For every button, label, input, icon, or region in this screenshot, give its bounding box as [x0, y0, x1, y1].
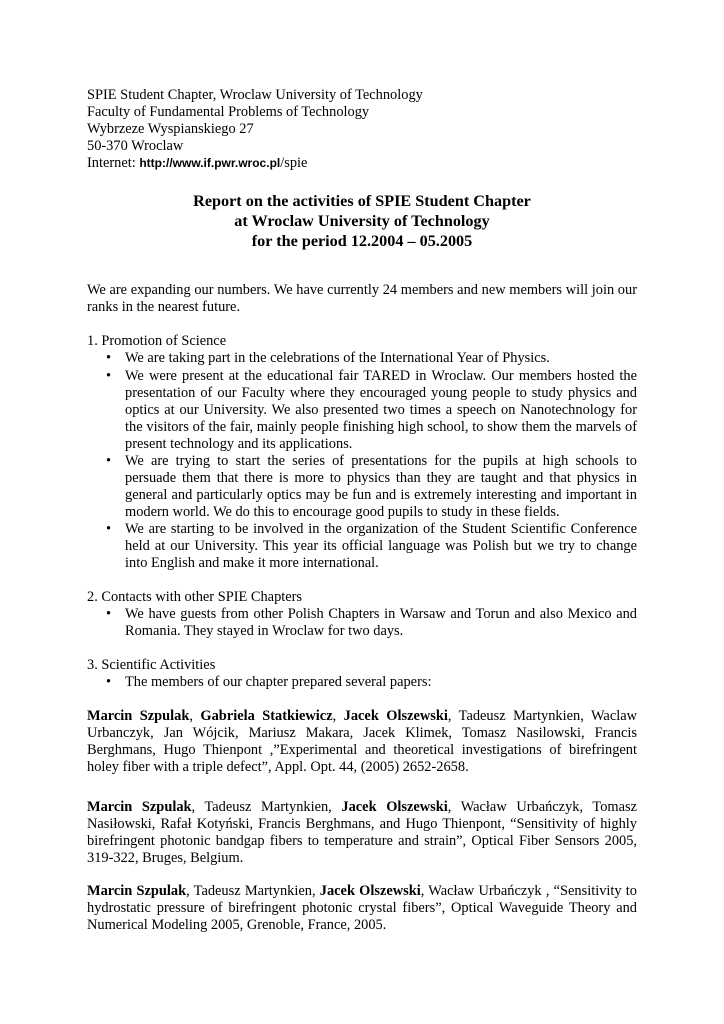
list-item: We were present at the educational fair TARED in Wroclaw. Our members hosted the presentation of our Faculty where they encouraged young people to study physics and optics at our University. We also presented two times a speech on Nanotechnology for the visitors of the fair, mainly people finishing high school, to show them the marvels of present technology and its applications.: [125, 368, 637, 452]
paper-text: [87, 883, 637, 934]
address-line-internet: [87, 155, 647, 172]
author-bold: Jacek Olszewski: [341, 799, 448, 815]
author-bold: Marcin Szpulak: [87, 883, 187, 899]
bullet-icon: •: [106, 350, 112, 366]
address-line-street: Wybrzeze Wyspianskiego 27: [87, 121, 254, 137]
paper-text: [87, 708, 637, 776]
list-item: We have guests from other Polish Chapters in Warsaw and Torun and also Mexico and Romania. They stayed in Wroclaw for two days.: [125, 606, 637, 639]
bullet-icon: •: [106, 521, 112, 537]
author-bold: Marcin Szpulak: [87, 799, 192, 815]
citation-rest: , Tadeusz Martynkien, Waclaw Urbanczyk, Jan Wójcik, Mariusz Makara, Jacek Klimek, Tomasz Nasilowski, Francis Berghmans, Hugo Thienpont ,”Experimental and theoretical investigations of birefringent holey fiber with a triple defect”, Appl. Opt. 44, (2005) 2652-2658.: [87, 708, 637, 775]
intro-text: We are expanding our numbers. We have currently 24 members and new members will join our ranks in the nearest future.: [87, 282, 637, 315]
citation-mid: , Tadeusz Martynkien,: [191, 799, 342, 815]
address-line-faculty: Faculty of Fundamental Problems of Technology: [87, 104, 370, 120]
bullet-icon: •: [106, 606, 112, 622]
list-item: We are trying to start the series of presentations for the pupils at high schools to persuade them that there is more to physics than they are taught and that physics in general and particularly optics may be fun and is extremely interesting and important in modern world. We do this to encourage good pupils to study in these fields.: [125, 453, 637, 520]
author-bold: Jacek Olszewski: [343, 708, 448, 724]
paper-citation-1: [87, 708, 637, 776]
section-heading-contacts: 2. Contacts with other SPIE Chapters: [87, 589, 303, 605]
title-line-2: at Wroclaw University of Technology: [234, 212, 490, 230]
internet-label: Internet:: [87, 155, 140, 171]
separator: ,: [189, 708, 201, 724]
list-item: The members of our chapter prepared several papers:: [125, 674, 432, 690]
list-item: We are taking part in the celebrations of the International Year of Physics.: [125, 350, 550, 366]
section-heading-scientific: 3. Scientific Activities: [87, 657, 216, 673]
bullet-icon: •: [106, 368, 112, 384]
paper-text: [87, 799, 637, 867]
address-line-city: 50-370 Wroclaw: [87, 138, 184, 154]
author-bold: Gabriela Statkiewicz: [200, 708, 333, 724]
address-block: [87, 87, 647, 172]
title-line-3: for the period 12.2004 – 05.2005: [251, 232, 473, 250]
citation-mid: , Tadeusz Martynkien,: [186, 883, 320, 899]
author-bold: Jacek Olszewski: [319, 883, 421, 899]
intro-paragraph: [87, 282, 637, 316]
list-item: We are starting to be involved in the organization of the Student Scientific Conference held at our University. This year its official language was Polish but we try to change into English and make it more international.: [125, 521, 637, 571]
title-line-1: Report on the activities of SPIE Student Chapter: [193, 192, 531, 210]
paper-citation-3: [87, 883, 637, 934]
paper-citation-2: [87, 799, 637, 867]
section-heading-promotion: 1. Promotion of Science: [87, 333, 227, 349]
bullet-icon: •: [106, 674, 112, 690]
internet-link[interactable]: http://www.if.pwr.wroc.pl: [139, 156, 281, 170]
separator: ,: [332, 708, 344, 724]
citation-rest: , Wacław Urbańczyk, Tomasz Nasiłowski, Rafał Kotyński, Francis Berghmans, and Hugo Thienpont, “Sensitivity of highly birefringent photonic bandgap fibers to temperature and strain”, Optical Fiber Sensors 2005, 319-322, Bruges, Belgium.: [87, 799, 637, 866]
internet-suffix: /spie: [280, 155, 308, 171]
address-line-chapter: SPIE Student Chapter, Wroclaw University of Technology: [87, 87, 423, 103]
report-title: [87, 191, 637, 251]
citation-rest: , Wacław Urbańczyk , “Sensitivity to hydrostatic pressure of birefringent photonic crystal fibers”, Optical Waveguide Theory and Numerical Modeling 2005, Grenoble, France, 2005.: [87, 883, 638, 933]
author-bold: Marcin Szpulak: [87, 708, 190, 724]
bullet-icon: •: [106, 453, 112, 469]
